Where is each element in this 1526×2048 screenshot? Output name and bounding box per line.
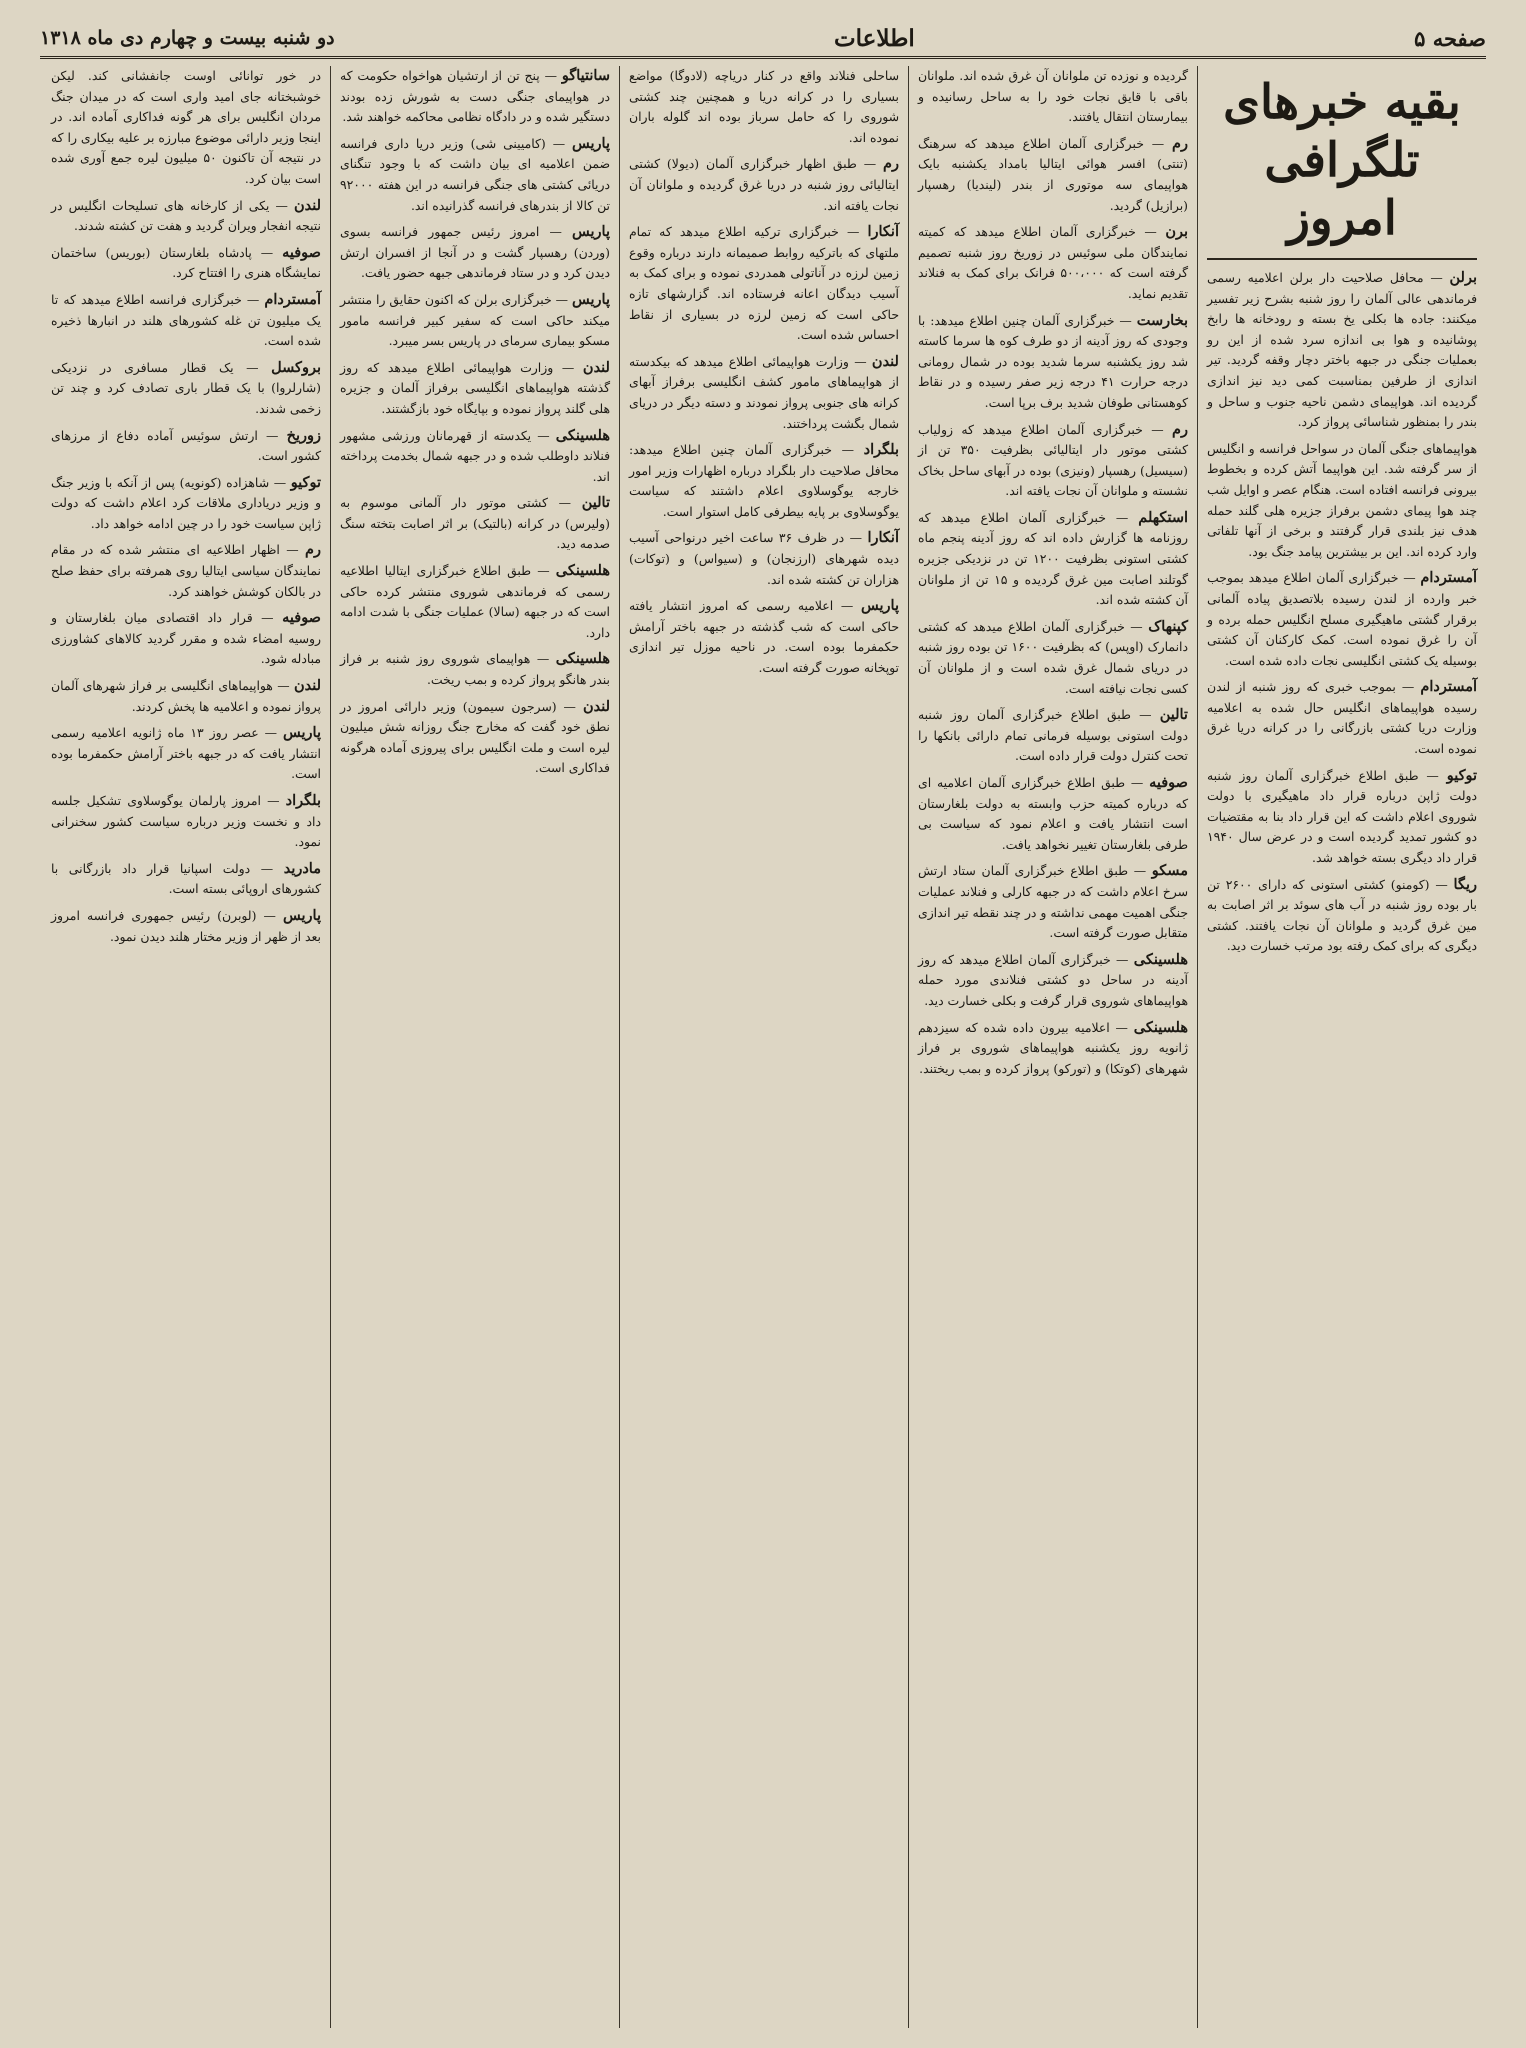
news-text: خبرگزاری آلمان اطلاع میدهد که کمیته نمایندگان ملی سوئیس در زوریخ روز شنبه تصمیم گرفته است که ۵۰۰،۰۰۰ فرانک برای کمک به فنلاند تقدیم نماید. (918, 224, 1188, 301)
news-text: طبق اطلاع خبرگزاری آلمان روز شنبه دولت ژاپن درباره قرار داد ماهیگیری با دولت شوروی اعلام داشت که این قرار داد بنا به مقتضیات دو کشور تمدید گردیده است و در عرض سال ۱۹۴۰ قرار داد دیگری بسته خواهد شد. (1207, 767, 1477, 866)
news-text: ساحلی فنلاند واقع در کنار دریاچه (لادوگا) مواضع بسیاری را در کرانه دریا و همچنین چند کشتی شوروی را که حامل سرباز بوده اند گلوله باران نموده اند. (629, 68, 899, 145)
column-3 (619, 66, 908, 2028)
news-dateline: توکیو (1446, 766, 1477, 784)
news-item: رم — طبق اظهار خبرگزاری آلمان (دیولا) کشتی ایتالیائی روز شنبه در دریا غرق گردیده و ملوانان آن نجات یافته اند. (629, 155, 899, 213)
news-dateline: پاریس (572, 134, 610, 152)
news-dateline: بلگراد (863, 441, 899, 459)
page-number: صفحه ۵ (1414, 25, 1486, 51)
news-dateline: کپنهاک (1148, 617, 1188, 635)
news-item: صوفیه — قرار داد اقتصادی میان بلغارستان و روسیه امضاء شده و مقرر گردید کالاهای کشاورزی مبادله شود. (51, 609, 321, 667)
news-text: (لوبرن) رئیس جمهوری فرانسه امروز بعد از ظهر از وزیر مختار هلند دیدن نمود. (51, 907, 321, 944)
news-text: قرار داد اقتصادی میان بلغارستان و روسیه امضاء شده و مقرر گردید کالاهای کشاورزی مبادله شود. (51, 610, 321, 667)
news-item: پاریس — اعلامیه رسمی که امروز انتشار یافته حاکی است که شب گذشته در جبهه باختر آرامش حکمفرما بوده است. در ناحیه موزل تیر اندازی توپخانه صورت گرفته است. (629, 597, 899, 676)
news-item: هلسینکی — خبرگزاری آلمان اطلاع میدهد که روز آدینه در ساحل دو کشتی فنلاندی مورد حمله هواپیماهای شوروی قرار گرفت و بکلی خسارت دید. (918, 950, 1188, 1008)
news-item: پاریس — خبرگزاری برلن که اکنون حقایق را منتشر میکند حاکی است که سفیر کبیر فرانسه مامور مسکو بیماری سرمای در پاریس بسر میبرد. (340, 290, 610, 349)
news-dateline: رم (883, 155, 899, 173)
news-text: هواپیمای شوروی روز شنبه بر فراز بندر هانگو پرواز کرده و بمب ریخت. (340, 651, 610, 688)
news-item: آمستردام — خبرگزاری آلمان اطلاع میدهد بموجب خبر وارده از لندن رسیده بلاتصدیق پیاده آلمانی برقرار گشتی ماهیگیری مسلح انگلیس حمله برده و آن را غرق نموده است. کمک کارکنان آن کشتی بوسیله یک کشتی انگلیسی نجات داده شده است. (1207, 569, 1477, 668)
news-item: ریگا — (کومنو) کشتی استونی که دارای ۲۶۰۰ تن بار بوده روز شنبه در آب های سوئد بر اثر اصابت به مین غرق گردید و ملوانان آن نجات یافتند. کشتی دیگری که برای کمک رفته بود مرتب خسارت دید. (1207, 875, 1477, 954)
news-text: ارتش سوئیس آماده دفاع از مرزهای کشور است. (51, 427, 321, 464)
news-text: خبرگزاری ترکیه اطلاع میدهد که تمام ملتهای که باترکیه روابط صمیمانه دارند درباره وقوع زمین لرزه در آناتولی همدردی نموده و برای کمک به آسیب دیدگان اعانه فرستاده اند. گزارشهای تازه حاکی است که زمین لرزه در بسیاری از نقاط احساس شده است. (629, 224, 899, 343)
news-dateline: هلسینکی (555, 426, 610, 444)
news-text: یکدسته از قهرمانان ورزشی مشهور فنلاند داوطلب شده و در جبهه شمال بخدمت پرداخته اند. (340, 427, 610, 484)
news-text: محافل صلاحیت دار برلن اعلامیه رسمی فرماندهی عالی آلمان را روز شنبه بشرح زیر تفسیر میکنند: جاده ها بکلی یخ بسته و رودخانه ها رابخ پوشانیده و هوا بی اندازه سرد شده از این رو بعملیات جنگی در جبهه باختر دچار وقفه گردید. تیر اندازی از طرفین بمناسبت کمی دید نیز اندازی گردیده اند. هواپیمای دشمن ناحیه جنوب و ساحل و بندر را بمنظور شناسائی پرواز کرد. (1207, 270, 1477, 430)
news-item: برن — خبرگزاری آلمان اطلاع میدهد که کمیته نمایندگان ملی سوئیس در زوریخ روز شنبه تصمیم گرفته است که ۵۰۰،۰۰۰ فرانک برای کمک به فنلاند تقدیم نماید. (918, 223, 1188, 301)
news-item (51, 66, 321, 190)
news-item: توکیو — طبق اطلاع خبرگزاری آلمان روز شنبه دولت ژاپن درباره قرار داد ماهیگیری با دولت شوروی اعلام داشت که این قرار داد بنا به مقتضیات دو کشور تمدید گردیده است و در عرض سال ۱۹۴۰ قرار داد دیگری بسته خواهد شد. (1207, 766, 1477, 866)
news-dateline: آمستردام (264, 290, 321, 308)
news-text: طبق اطلاع خبرگزاری آلمان روز شنبه دولت استونی بوسیله فرمانی تمام دارائی بانکها را تحت کنترل دولت قرار داده است. (918, 707, 1188, 764)
news-text: هواپیماهای جنگی آلمان در سواحل فرانسه و انگلیس از سر گرفته شد. این هواپیما آتش کرده و بخطوط بیرونی فرانسه افتاده است. هنگام عصر و اوایل شب چند هوا پیمای دشمن برفراز جزیره هلی گلند حمله هدف نیز بلندی قرار گرفتند و برخی از آنها تلفاتی وارد کرده اند. این بر بیشترین پیامد جنگ بود. (1207, 440, 1477, 559)
news-item: لندن — هواپیماهای انگلیسی بر فراز شهرهای آلمان پرواز نموده و اعلامیه ها پخش کردند. (51, 677, 321, 714)
article-columns (42, 66, 1486, 2028)
news-item (918, 66, 1188, 128)
news-dateline: بخارست (1136, 311, 1188, 329)
news-item: استکهلم — خبرگزاری آلمان اطلاع میدهد که روزنامه ها گزارش داده اند که روز آدینه پنجم ماه کشتی استونی بظرفیت ۱۲۰۰ تن در نزدیکی جزیره گوتلند اصابت مین غرق گردیده و ۱۵ تن از ملوانان آن کشته شده اند. (918, 508, 1189, 608)
news-item: آمستردام — بموجب خبری که روز شنبه از لندن رسیده هواپیماهای انگلیس حال شده به اعلامیه وزارت دریا کشتی بازرگانی را در کرانه دریا غرق نموده است. (1207, 678, 1477, 757)
news-text: اعلامیه رسمی که امروز انتشار یافته حاکی است که شب گذشته در جبهه باختر آرامش حکمفرما بوده است. در ناحیه موزل تیر اندازی توپخانه صورت گرفته است. (629, 598, 899, 676)
news-text: امروز پارلمان یوگوسلاوی تشکیل جلسه داد و نخست وزیر درباره سیاست کشور سخنرانی نمود. (51, 793, 321, 850)
news-dateline: برن (1165, 223, 1188, 241)
news-item: پاریس — (لوبرن) رئیس جمهوری فرانسه امروز بعد از ظهر از وزیر مختار هلند دیدن نمود. (51, 906, 321, 944)
news-text: طبق اطلاع خبرگزاری ایتالیا اطلاعیه رسمی که فرماندهی شوروی منتشر کرده حاکی است که در جبهه (سالا) عملیات جنگی با شدت ادامه دارد. (340, 563, 610, 640)
news-dateline: تالین (1159, 706, 1188, 724)
news-item: لندن — (سرجون سیمون) وزیر دارائی امروز در نطق خود گفت که مخارج جنگ روزانه شش میلیون لیره است و ملت انگلیس برای پیروزی آماده هرگونه فداکاری است. (340, 697, 610, 776)
news-text: در خور توانائی اوست جانفشانی کند. لیکن خوشبختانه جای امید واری است که در میدان جنگ مردان انگلیس برای هر گونه فداکاری آماده اند. در اینجا وزیر دارائی موضوع مبارزه بر علیه بیکاری را که در نتیجه آن تاکنون ۵۰ میلیون لیره جمع آوری شده است بیان کرد. (51, 68, 322, 186)
news-dateline: بروکسل (271, 358, 321, 376)
news-dateline: پاریس (572, 290, 610, 308)
news-item: بروکسل — یک قطار مسافری در نزدیکی (شارلروا) با یک قطار باری تصادف کرد و چند تن زخمی شدند. (51, 358, 321, 416)
news-dateline: مسکو (1151, 862, 1188, 880)
news-dateline: لندن (582, 697, 610, 715)
news-text: (کامیینی شی) وزیر دریا داری فرانسه ضمن اعلامیه ای بیان داشت که با وجود تنگنای دریائی کشتی های جنگی فرانسه در این هفته ۹۲۰۰۰ تن کالا از بندرهای فرانسه گذرانیده اند. (340, 135, 610, 213)
news-text: خبرگزاری آلمان اطلاع میدهد که کشتی دانمارک (اوپس) که بظرفیت ۱۶۰۰ تن بوده روز شنبه در دریای شمال غرق شده است و از ملوانان آن کسی نجات نیافته است. (918, 618, 1188, 696)
news-dateline: رم (1172, 420, 1188, 438)
news-item (1207, 439, 1477, 563)
news-item: پاریس — امروز رئیس جمهور فرانسه بسوی (وردن) رهسپار گشت و در آنجا از افسران ارتش دیدن کرد و در ستاد فرماندهی جبهه حضور یافت. (340, 223, 610, 281)
news-dateline: مادرید (283, 859, 321, 877)
news-text: (کومنو) کشتی استونی که دارای ۲۶۰۰ تن بار بوده روز شنبه در آب های سوئد بر اثر اصابت به مین غرق گردید و ملوانان آن نجات یافتند. کشتی دیگری که برای کمک رفته بود مرتب خسارت دید. (1207, 876, 1477, 954)
news-text: خبرگزاری آلمان اطلاع میدهد بموجب خبر وارده از لندن رسیده بلاتصدیق پیاده آلمانی برقرار گشتی ماهیگیری مسلح انگلیس حمله برده و آن را غرق نموده است. کمک کارکنان آن کشتی بوسیله یک کشتی انگلیسی نجات داده شده است. (1207, 570, 1477, 668)
news-dateline: پاریس (861, 597, 899, 615)
masthead (40, 20, 1486, 59)
news-dateline: لندن (293, 677, 321, 695)
news-text: یکی از کارخانه های تسلیحات انگلیس در نتیجه انفجار ویران گردید و هفت تن کشته شدند. (51, 197, 321, 234)
news-text: خبرگزاری آلمان اطلاع میدهد که سرهنگ (تنتی) افسر هوائی ایتالیا بامداد یکشنبه بایک هواپیمای سه موتوری از بندر (لیندیا) رهسپار (برازیل) گردید. (918, 135, 1188, 213)
news-item: رم — خبرگزاری آلمان اطلاع میدهد که زولیاب کشتی موتور دار ایتالیائی بظرفیت ۳۵۰ تن از (سیسیل) رهسپار (ونیزی) بوده در آبهای ساحل بخاک نشسته و ملوانان آن نجات یافته اند. (918, 420, 1189, 499)
news-dateline: تالین (581, 494, 610, 512)
news-dateline: آنکارا (867, 223, 899, 241)
news-text: در ظرف ۳۶ ساعت اخیر درنواحی آسیب دیده شهرهای (ارزنجان) و (سیواس) و (توکات) هزاران تن کشته شده اند. (629, 530, 899, 587)
news-text: پنج تن از ارتشیان هواخواه حکومت که در هواپیمای جنگی دست به شورش زده بودند دستگیر شده و در دادگاه نظامی محاکمه خواهند شد. (340, 68, 610, 125)
news-text: هواپیماهای انگلیسی بر فراز شهرهای آلمان پرواز نموده و اعلامیه ها پخش کردند. (51, 678, 321, 714)
news-item: زوریخ — ارتش سوئیس آماده دفاع از مرزهای کشور است. (51, 426, 321, 464)
news-item: بخارست — خبرگزاری آلمان چنین اطلاع میدهد: با وجودی که روز آدینه از دو طرف کوه ها سرما کاسته شد روز یکشنبه سرما شدید بوده در شمال رومانی درجه حرارت ۴۱ درجه زیر صفر رسیده و در نقاط کوهستانی طوفان شدید برف برپا است. (918, 311, 1188, 410)
news-item: بلگراد — خبرگزاری آلمان چنین اطلاع میدهد: محافل صلاحیت دار بلگراد درباره اظهارات وزیر امور خارجه یوگوسلاوی اعلام داشتند که سیاست یوگوسلاوی بر پایه بیطرفی کامل استوار است. (629, 441, 899, 519)
news-item: آنکارا — خبرگزاری ترکیه اطلاع میدهد که تمام ملتهای که باترکیه روابط صمیمانه دارند درباره وقوع زمین لرزه در آناتولی همدردی نموده و برای کمک به آسیب دیدگان اعانه فرستاده اند. گزارشهای تازه حاکی است که زمین لرزه در بسیاری از نقاط احساس شده است. (629, 223, 899, 343)
news-item: رم — اظهار اطلاعیه ای منتشر شده که در مقام نمایندگان سیاسی ایتالیا روی همرفته برای حفظ صلح در بالکان کوشش خواهند کرد. (51, 541, 321, 599)
news-item: مادرید — دولت اسپانیا قرار داد بازرگانی با کشورهای اروپائی بسته است. (51, 859, 321, 897)
column-2 (908, 66, 1197, 2028)
news-text: یک قطار مسافری در نزدیکی (شارلروا) با یک قطار باری تصادف کرد و چند تن زخمی شدند. (51, 359, 321, 416)
newspaper-name: اطلاعات (833, 24, 915, 52)
news-dateline: رم (305, 541, 321, 559)
news-dateline: آمستردام (1420, 569, 1477, 587)
column-1 (1197, 66, 1486, 2028)
news-item: هلسینکی — هواپیمای شوروی روز شنبه بر فراز بندر هانگو پرواز کرده و بمب ریخت. (340, 650, 610, 688)
news-dateline: بلگراد (285, 792, 321, 809)
news-dateline: استکهلم (1138, 508, 1188, 526)
news-text: امروز رئیس جمهور فرانسه بسوی (وردن) رهسپار گشت و در آنجا از افسران ارتش دیدن کرد و در ستاد فرماندهی جبهه حضور یافت. (340, 224, 610, 281)
column-5 (42, 66, 330, 2028)
news-dateline: صوفیه (282, 243, 321, 261)
news-text: اظهار اطلاعیه ای منتشر شده که در مقام نمایندگان سیاسی ایتالیا روی همرفته برای حفظ صلح در بالکان کوشش خواهند کرد. (51, 542, 321, 599)
news-item: کپنهاک — خبرگزاری آلمان اطلاع میدهد که کشتی دانمارک (اوپس) که بظرفیت ۱۶۰۰ تن بوده روز شنبه در دریای شمال غرق شده است و از ملوانان آن کسی نجات نیافته است. (918, 617, 1188, 696)
news-text: طبق اظهار خبرگزاری آلمان (دیولا) کشتی ایتالیائی روز شنبه در دریا غرق گردیده و ملوانان آن نجات یافته اند. (629, 156, 899, 213)
news-item: صوفیه — پادشاه بلغارستان (بوریس) ساختمان نمایشگاه هنری را افتتاح کرد. (51, 243, 321, 281)
news-dateline: لندن (582, 358, 610, 376)
news-text: خبرگزاری آلمان اطلاع میدهد که زولیاب کشتی موتور دار ایتالیائی بظرفیت ۳۵۰ تن از (سیسیل) رهسپار (ونیزی) بوده در آبهای ساحل بخاک نشسته و ملوانان آن نجات یافته اند. (918, 421, 1189, 499)
news-item: صوفیه — طبق اطلاع خبرگزاری آلمان اعلامیه ای که درباره کمیته حزب وابسته به دولت بلغارستان است انتشار یافت و اعلام نمود که سیاست بی طرفی بلغارستان تغییر نخواهد یافت. (918, 774, 1188, 852)
news-item: رم — خبرگزاری آلمان اطلاع میدهد که سرهنگ (تنتی) افسر هوائی ایتالیا بامداد یکشنبه بایک هواپیمای سه موتوری از بندر (لیندیا) رهسپار (برازیل) گردید. (918, 134, 1188, 213)
news-item: هلسینکی — طبق اطلاع خبرگزاری ایتالیا اطلاعیه رسمی که فرماندهی شوروی منتشر کرده حاکی است که در جبهه (سالا) عملیات جنگی با شدت ادامه دارد. (340, 562, 610, 640)
news-dateline: هلسینکی (1133, 950, 1188, 968)
news-text: طبق اطلاع خبرگزاری آلمان اعلامیه ای که درباره کمیته حزب وابسته به دولت بلغارستان است انتشار یافت و اعلام نمود که سیاست بی طرفی بلغارستان تغییر نخواهد یافت. (918, 775, 1188, 852)
news-text: خبرگزاری آلمان چنین اطلاع میدهد: محافل صلاحیت دار بلگراد درباره اظهارات وزیر امور خارجه یوگوسلاوی اعلام داشتند که سیاست یوگوسلاوی بر پایه بیطرفی کامل استوار است. (629, 442, 899, 519)
column-4 (330, 66, 619, 2028)
news-item: لندن — وزارت هواپیمائی اطلاع میدهد که روز گذشته هواپیماهای انگلیسی برفراز آلمان و جزیره هلی گلند پرواز نموده و بپایگاه خود بازگشتند. (340, 358, 610, 416)
news-item: هلسینکی — اعلامیه بیرون داده شده که سیزدهم ژانویه روز یکشنبه هواپیماهای شوروی بر فراز شهرهای (کوتکا) و (تورکو) پرواز کرده و بمب ریختند. (918, 1018, 1188, 1076)
news-text: بموجب خبری که روز شنبه از لندن رسیده هواپیماهای انگلیس حال شده به اعلامیه وزارت دریا کشتی بازرگانی را در کرانه دریا غرق نموده است. (1207, 679, 1477, 757)
news-text: کشتی موتور دار آلمانی موسوم به (ولیرس) در کرانه (بالتیک) بر اثر اصابت بتخته سنگ صدمه دید. (340, 495, 610, 552)
news-text: پادشاه بلغارستان (بوریس) ساختمان نمایشگاه هنری را افتتاح کرد. (51, 244, 321, 281)
news-dateline: پاریس (283, 724, 321, 742)
news-dateline: لندن (871, 352, 899, 370)
news-dateline: برلن (1449, 269, 1477, 286)
news-item: مسکو — طبق اطلاع خبرگزاری آلمان ستاد ارتش سرخ اعلام داشت که در جبهه کارلی و فنلاند عملیات جنگی اهمیت مهمی نداشته و در چند نقطه تیر اندازی متقابل صورت گرفته است. (918, 862, 1188, 941)
news-item: سانتیاگو — پنج تن از ارتشیان هواخواه حکومت که در هواپیمای جنگی دست به شورش زده بودند دستگیر شده و در دادگاه نظامی محاکمه خواهند شد. (340, 67, 610, 125)
news-dateline: صوفیه (282, 609, 321, 627)
news-item: آمستردام — خبرگزاری فرانسه اطلاع میدهد که تا یک میلیون تن غله کشورهای هلند در انبارها ذخیره شده است. (51, 290, 321, 349)
news-item (629, 66, 899, 148)
news-dateline: آنکارا (867, 529, 899, 547)
news-text: گردیده و نوزده تن ملوانان آن غرق شده اند. ملوانان باقی با قایق نجات خود را به ساحل رسانیده و بیمارستان انتقال یافتند. (918, 68, 1188, 125)
news-item: لندن — وزارت هواپیمائی اطلاع میدهد که بیکدسته از هواپیماهای مامور کشف انگلیسی برفراز آبهای کرانه های جنوبی پرواز نمودند و دسته دیگر در دریای شمال بگشت پرداختند. (629, 352, 899, 431)
news-text: شاهزاده (کونویه) پس از آنکه با وزیر جنگ و وزیر دریاداری ملاقات کرد اعلام داشت که دولت ژاپن سیاست خود را در چین ادامه خواهد داد. (51, 474, 321, 531)
news-text: وزارت هواپیمائی اطلاع میدهد که بیکدسته از هواپیماهای مامور کشف انگلیسی برفراز آبهای کرانه های جنوبی پرواز نمودند و دسته دیگر در دریای شمال بگشت پرداختند. (629, 353, 899, 431)
news-dateline: سانتیاگو (561, 67, 610, 84)
issue-date: دو شنبه بیست و چهارم دی ماه ۱۳۱۸ (40, 27, 335, 49)
news-item: پاریس — (کامیینی شی) وزیر دریا داری فرانسه ضمن اعلامیه ای بیان داشت که با وجود تنگنای دریائی کشتی های جنگی فرانسه در این هفته ۹۲۰۰۰ تن کالا از بندرهای فرانسه گذرانیده اند. (340, 134, 610, 213)
news-text: خبرگزاری برلن که اکنون حقایق را منتشر میکند حاکی است که سفیر کبیر فرانسه مامور مسکو بیماری سرمای در پاریس بسر میبرد. (340, 291, 610, 349)
page-headline: بقیه خبرهای تلگرافی امروز (1207, 66, 1477, 260)
news-dateline: پاریس (283, 906, 321, 924)
news-text: (سرجون سیمون) وزیر دارائی امروز در نطق خود گفت که مخارج جنگ روزانه شش میلیون لیره است و ملت انگلیس برای پیروزی آماده هرگونه فداکاری است. (340, 698, 610, 776)
news-text: دولت اسپانیا قرار داد بازرگانی با کشورهای اروپائی بسته است. (51, 860, 321, 897)
news-item: لندن — یکی از کارخانه های تسلیحات انگلیس در نتیجه انفجار ویران گردید و هفت تن کشته شدند. (51, 196, 321, 234)
news-text: عصر روز ۱۳ ماه ژانویه اعلامیه رسمی انتشار یافت که در جبهه باختر آرامش حکمفرما بوده است. (51, 725, 321, 782)
news-text: خبرگزاری آلمان اطلاع میدهد که روز آدینه در ساحل دو کشتی فنلاندی مورد حمله هواپیماهای شوروی قرار گرفت و بکلی خسارت دید. (918, 951, 1188, 1008)
news-dateline: آمستردام (1420, 678, 1477, 696)
news-text: خبرگزاری آلمان چنین اطلاع میدهد: با وجودی که روز آدینه از دو طرف کوه ها سرما کاسته شد روز یکشنبه سرما شدید بوده در شمال رومانی درجه حرارت ۴۱ درجه زیر صفر رسیده و در نقاط کوهستانی طوفان شدید برف برپا است. (918, 312, 1188, 410)
news-text: طبق اطلاع خبرگزاری آلمان ستاد ارتش سرخ اعلام داشت که در جبهه کارلی و فنلاند عملیات جنگی اهمیت مهمی نداشته و در چند نقطه تیر اندازی متقابل صورت گرفته است. (918, 863, 1188, 941)
news-text: خبرگزاری آلمان اطلاع میدهد که روزنامه ها گزارش داده اند که روز آدینه پنجم ماه کشتی استونی بظرفیت ۱۲۰۰ تن در نزدیکی جزیره گوتلند اصابت مین غرق گردیده و ۱۵ تن از ملوانان آن کشته شده اند. (918, 509, 1189, 608)
news-dateline: هلسینکی (555, 562, 610, 580)
news-item: پاریس — عصر روز ۱۳ ماه ژانویه اعلامیه رسمی انتشار یافت که در جبهه باختر آرامش حکمفرما بوده است. (51, 724, 321, 782)
news-dateline: ریگا (1453, 875, 1477, 893)
news-dateline: توکیو (290, 473, 321, 491)
news-dateline: زوریخ (286, 426, 321, 444)
news-dateline: رم (1172, 134, 1188, 152)
news-dateline: هلسینکی (555, 650, 610, 668)
news-item: آنکارا — در ظرف ۳۶ ساعت اخیر درنواحی آسیب دیده شهرهای (ارزنجان) و (سیواس) و (توکات) هزاران تن کشته شده اند. (629, 529, 899, 587)
news-dateline: لندن (293, 196, 321, 214)
news-dateline: پاریس (572, 223, 610, 241)
news-dateline: صوفیه (1149, 774, 1188, 791)
news-item: هلسینکی — یکدسته از قهرمانان ورزشی مشهور فنلاند داوطلب شده و در جبهه شمال بخدمت پرداخته اند. (340, 426, 610, 484)
news-dateline: هلسینکی (1133, 1018, 1188, 1036)
news-item: تالین — طبق اطلاع خبرگزاری آلمان روز شنبه دولت استونی بوسیله فرمانی تمام دارائی بانکها را تحت کنترل دولت قرار داده است. (918, 706, 1188, 764)
news-item: تالین — کشتی موتور دار آلمانی موسوم به (ولیرس) در کرانه (بالتیک) بر اثر اصابت بتخته سنگ صدمه دید. (340, 494, 610, 552)
news-text: وزارت هواپیمائی اطلاع میدهد که روز گذشته هواپیماهای انگلیسی برفراز آلمان و جزیره هلی گلند پرواز نموده و بپایگاه خود بازگشتند. (340, 359, 610, 416)
news-item: توکیو — شاهزاده (کونویه) پس از آنکه با وزیر جنگ و وزیر دریاداری ملاقات کرد اعلام داشت که دولت ژاپن سیاست خود را در چین ادامه خواهد داد. (51, 473, 321, 531)
news-item: برلن — محافل صلاحیت دار برلن اعلامیه رسمی فرماندهی عالی آلمان را روز شنبه بشرح زیر تفسیر میکنند: جاده ها بکلی یخ بسته و رودخانه ها رابخ پوشانیده و هوا بی اندازه سرد شده از این رو بعملیات جنگی در جبهه باختر دچار وقفه گردید. تیر اندازی از طرفین بمناسبت کمی دید نیز اندازی گردیده اند. هواپیمای دشمن ناحیه جنوب و ساحل و بندر را بمنظور شناسائی پرواز کرد. (1207, 269, 1477, 430)
news-text: اعلامیه بیرون داده شده که سیزدهم ژانویه روز یکشنبه هواپیماهای شوروی بر فراز شهرهای (کوتکا) و (تورکو) پرواز کرده و بمب ریختند. (918, 1019, 1188, 1076)
news-item: بلگراد — امروز پارلمان یوگوسلاوی تشکیل جلسه داد و نخست وزیر درباره سیاست کشور سخنرانی نمود. (51, 792, 321, 850)
news-text: خبرگزاری فرانسه اطلاع میدهد که تا یک میلیون تن غله کشورهای هلند در انبارها ذخیره شده است. (51, 291, 321, 349)
